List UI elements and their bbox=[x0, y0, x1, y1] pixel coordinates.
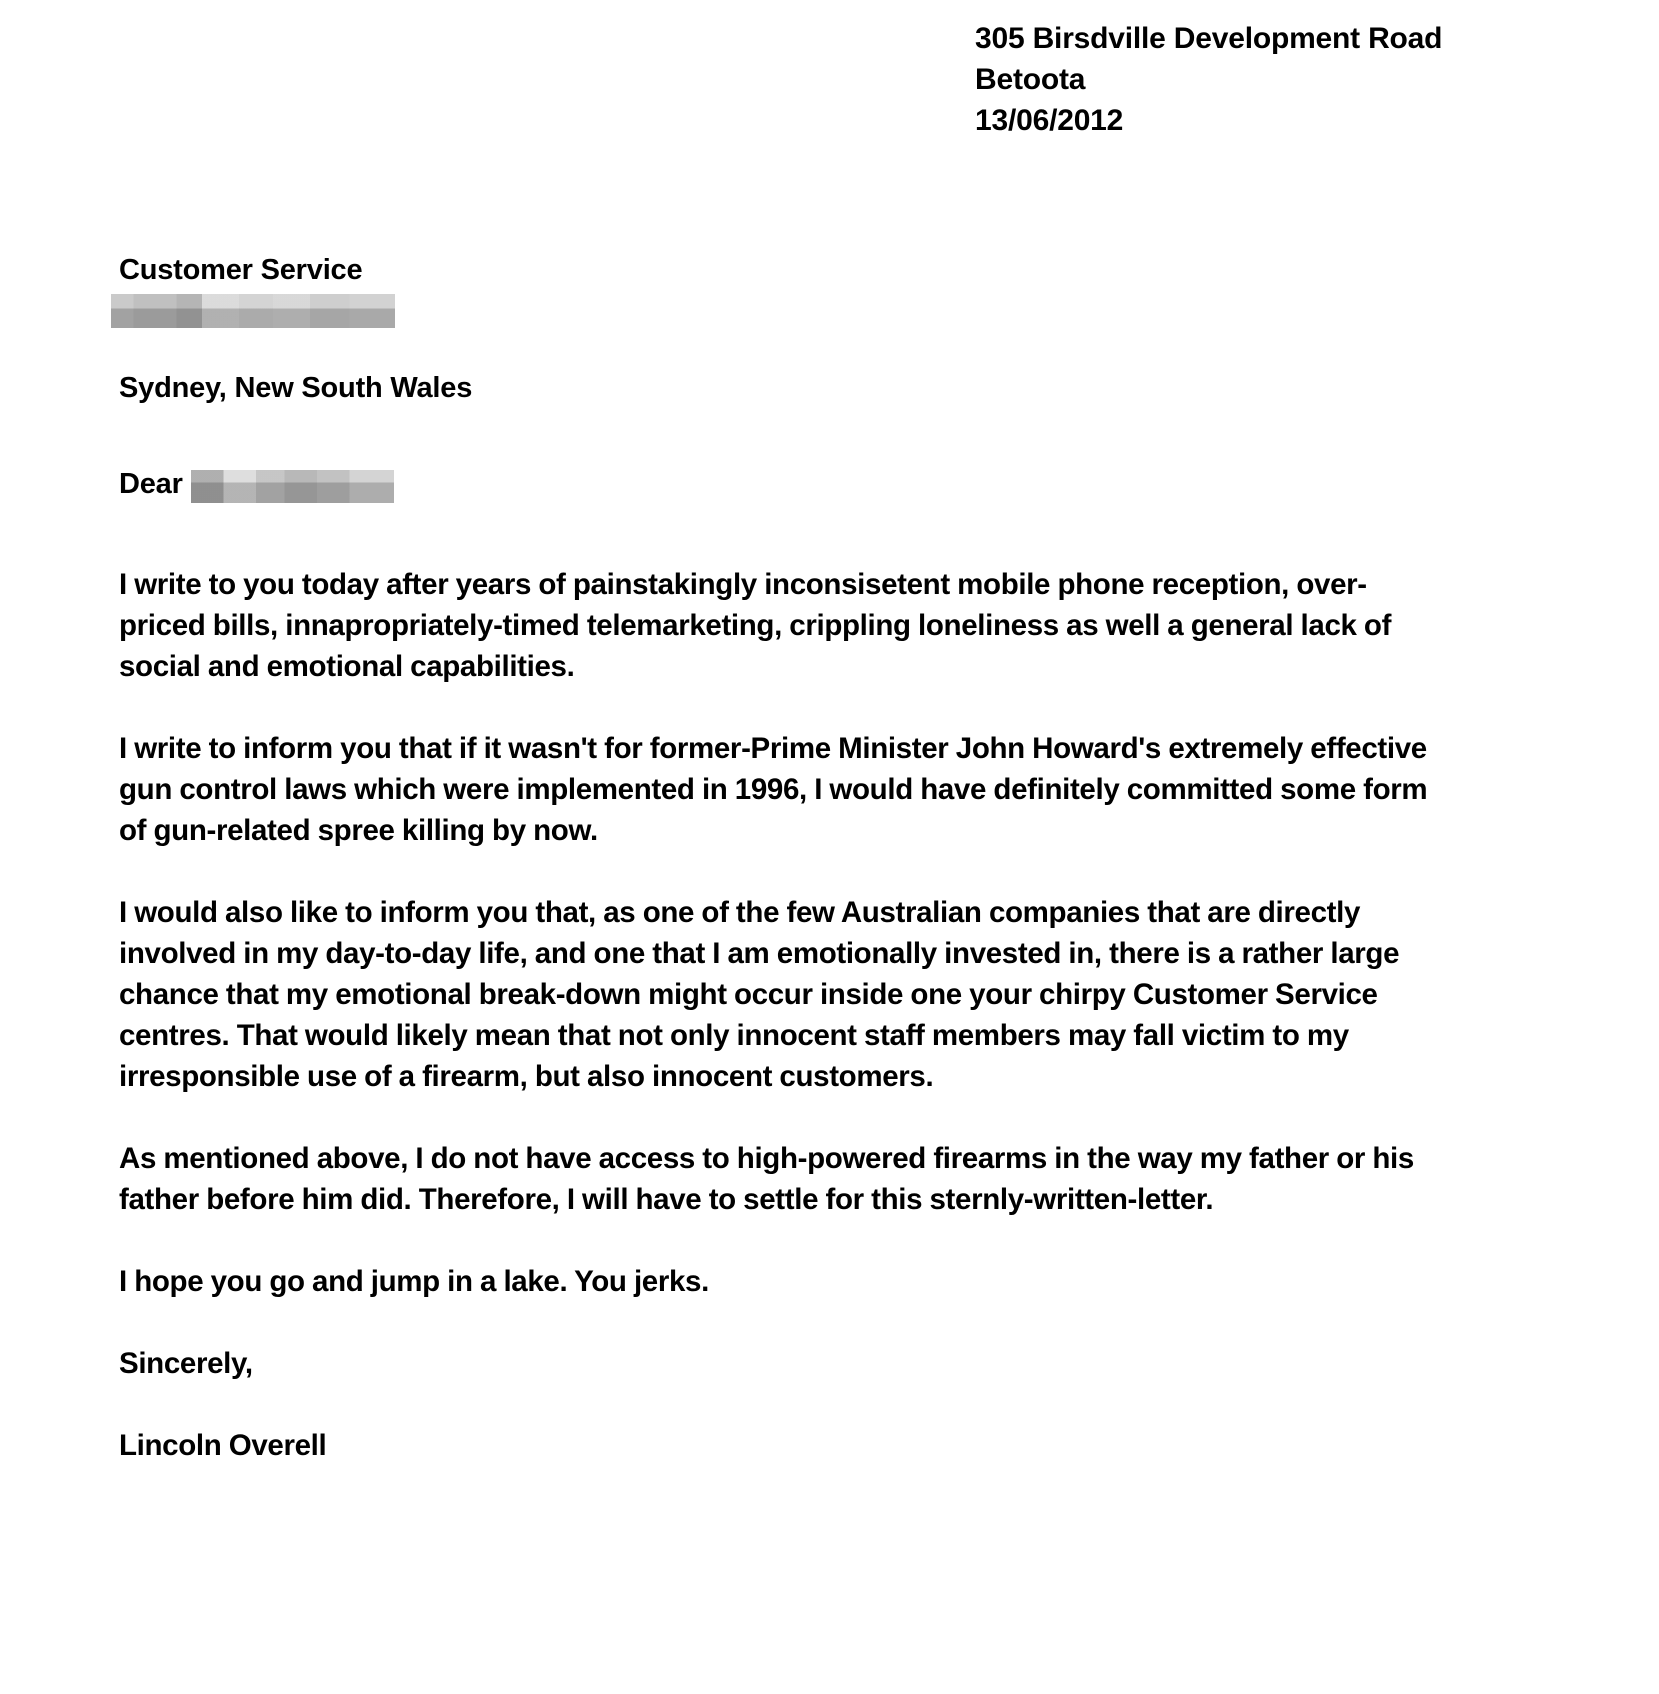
letter-date: 13/06/2012 bbox=[975, 104, 1124, 137]
redaction-block-company-label bbox=[119, 328, 120, 329]
closing-sign-off: Sincerely, bbox=[119, 1347, 253, 1380]
salutation bbox=[119, 464, 1449, 504]
redaction-block-company bbox=[111, 294, 395, 328]
sender-address-block bbox=[975, 18, 1575, 141]
signature-name: Lincoln Overell bbox=[119, 1429, 327, 1462]
recipient-department: Customer Service bbox=[119, 254, 363, 286]
recipient-address-block bbox=[119, 250, 1449, 408]
sender-address-line-2: Betoota bbox=[975, 63, 1086, 96]
body-paragraph-2: I write to inform you that if it wasn't for former-Prime Minister John Howard's extremely effective gun control laws which were implemented in 1996, I would have definitely committed some form of gun-related spree killing by now. bbox=[119, 732, 1428, 847]
body-paragraph-3: I would also like to inform you that, as one of the few Australian companies that are directly involved in my day-to-day life, and one that I am emotionally invested in, there is a rather large chance that my emotional break-down might occur inside one your chirpy Customer Service centres. That would likely mean that not only innocent staff members may fall victim to my irresponsible use of a firearm, but also innocent customers. bbox=[119, 896, 1400, 1093]
recipient-city-state: Sydney, New South Wales bbox=[119, 372, 473, 404]
sender-address-line-1: 305 Birsdville Development Road bbox=[975, 22, 1443, 55]
body-paragraph-1: I write to you today after years of painstakingly inconsisetent mobile phone reception, over-priced bills, innapropriately-timed telemarketing, crippling loneliness as well a general lack of social and emotional capabilities. bbox=[119, 568, 1392, 683]
body-paragraph-4: As mentioned above, I do not have access to high-powered firearms in the way my father or his father before him did. Therefore, I will have to settle for this sternly-written-letter. bbox=[119, 1142, 1414, 1216]
body-paragraph-5: I hope you go and jump in a lake. You jerks. bbox=[119, 1265, 709, 1298]
salutation-greeting: Dear bbox=[119, 468, 183, 500]
redaction-block-name bbox=[191, 470, 394, 503]
letter-content bbox=[119, 250, 1449, 1466]
